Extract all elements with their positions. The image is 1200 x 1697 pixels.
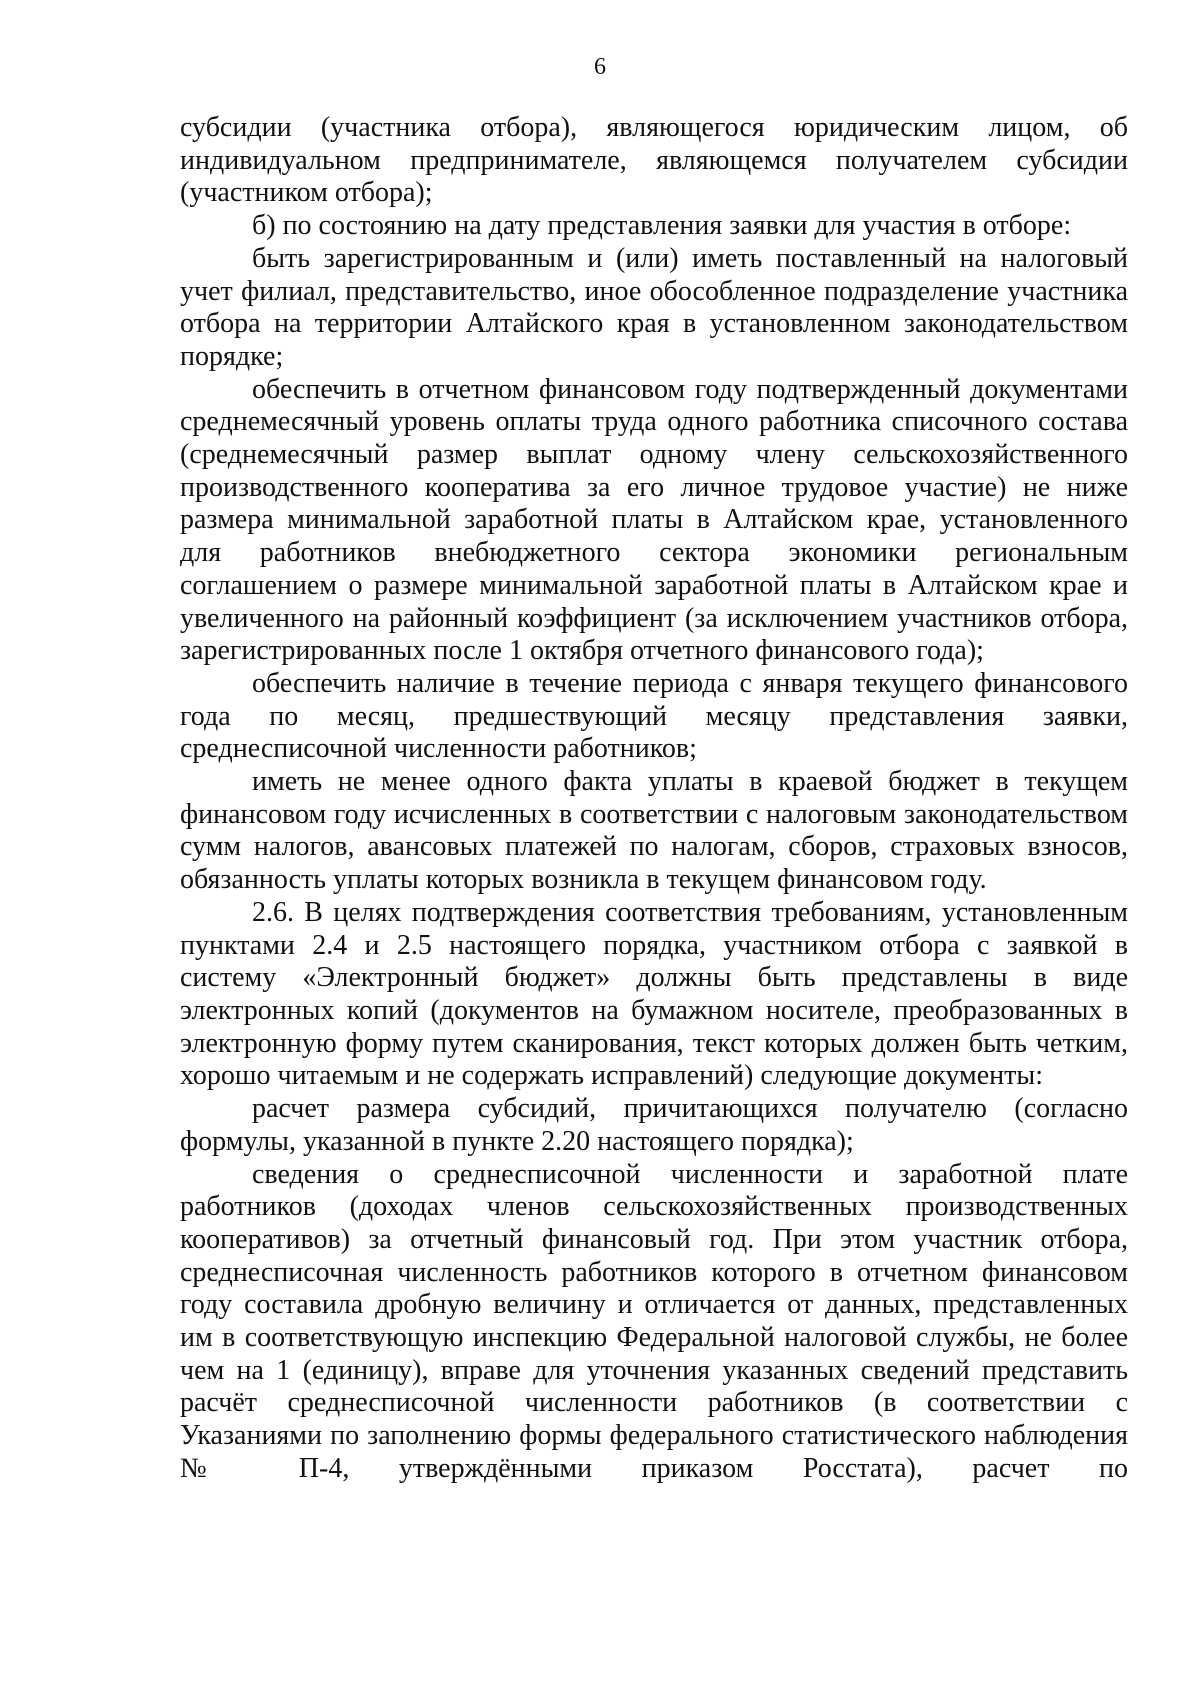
paragraph-item-b: б) по состоянию на дату представления заявки для участия в отборе: — [252, 210, 1072, 242]
paragraph-headcount-info: сведения о среднесписочной численности и заработной плате работников (доходах членов сельскохозяйственных производственных кооперативов) за отчетный финансовый год. При этом участник отбора, среднесписочная численность работников которого в отчетном финансовом году составила дробную величину и отличается от данных, представленных им в соответствующую инспекцию Федеральной налоговой службы, не более чем на 1 (единицу), вправе для уточнения указанных сведений представить расчёт среднесписочной численности работников (в соответствии с Указаниями по заполнению формы федерального статистического наблюдения № П-4, утверждёнными приказом Росстата), расчет по — [180, 1158, 1128, 1484]
paragraph-headcount: обеспечить наличие в течение периода с января текущего финансового года по месяц, предшествующий месяцу представления заявки, среднесписочной численности работников; — [180, 667, 1128, 765]
document-body — [180, 112, 1128, 1486]
paragraph-salary-level: обеспечить в отчетном финансовом году подтвержденный документами среднемесячный уровень оплаты труда одного работника списочного состава (среднемесячный размер выплат одному члену сельскохозяйственного производственного кооператива за его личное трудовое участие) не ниже размера минимальной заработной платы в Алтайском крае, установленного для работников внебюджетного сектора экономики региональным соглашением о размере минимальной заработной платы в Алтайском крае и увеличенного на районный коэффициент (за исключением участников отбора, зарегистрированных после 1 октября отчетного финансового года); — [180, 373, 1128, 667]
paragraph-subsidy-calculation: расчет размера субсидий, причитающихся получателю (согласно формулы, указанной в пункте 2.20 настоящего порядка); — [180, 1093, 1128, 1157]
paragraph-continuation: субсидии (участника отбора), являющегося юридическим лицом, об индивидуальном предпринимателе, являющемся получателем субсидии (участником отбора); — [180, 112, 1128, 209]
paragraph-registration: быть зарегистрированным и (или) иметь поставленный на налоговый учет филиал, представительство, иное обособленное подразделение участника отбора на территории Алтайского края в установленном законодательством порядке; — [180, 242, 1128, 372]
paragraph-tax-payment: иметь не менее одного факта уплаты в краевой бюджет в текущем финансовом году исчисленных в соответствии с налоговым законодательством сумм налогов, авансовых платежей по налогам, сборов, страховых взносов, обязанность уплаты которых возникла в текущем финансовом году. — [180, 766, 1128, 896]
page-number: 6 — [594, 54, 606, 80]
paragraph-section-2-6: 2.6. В целях подтверждения соответствия требованиям, установленным пунктами 2.4 и 2.5 настоящего порядка, участником отбора с заявкой в систему «Электронный бюджет» должны быть представлены в виде электронных копий (документов на бумажном носителе, преобразованных в электронную форму путем сканирования, текст которых должен быть четким, хорошо читаемым и не содержать исправлений) следующие документы: — [180, 896, 1128, 1092]
